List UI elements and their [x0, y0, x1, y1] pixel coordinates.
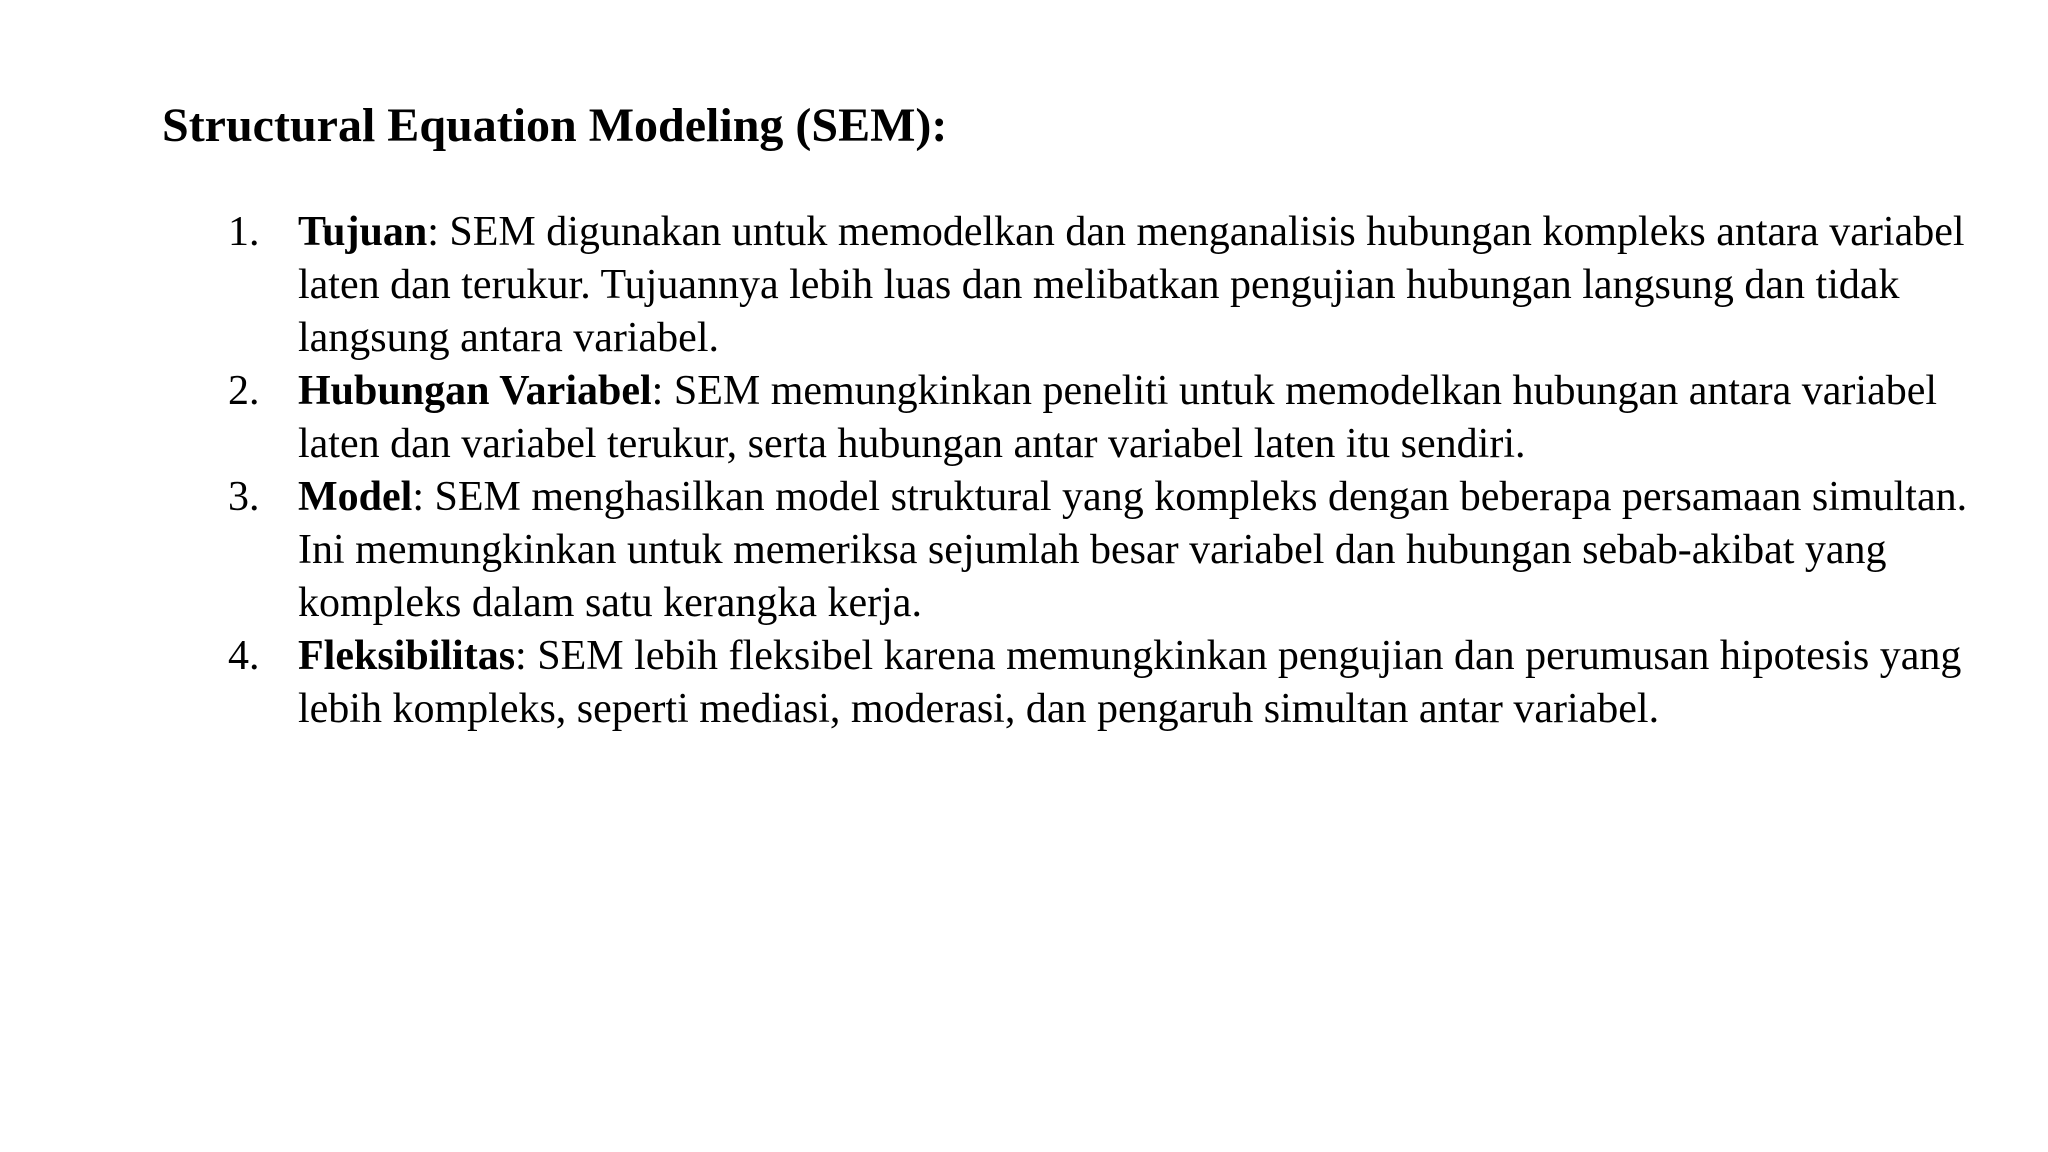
list-number: 3. [228, 474, 260, 520]
list-text: : SEM menghasilkan model struktural yang kompleks dengan beberapa persamaan simultan. Ini memungkinkan untuk memeriksa sejumlah besar variabel dan hubungan sebab-akibat yang kompleks dalam satu kerangka kerja. [298, 474, 1968, 626]
list-term: Tujuan [298, 209, 428, 255]
slide-title: Structural Equation Modeling (SEM): [162, 99, 948, 152]
list-text: : SEM memungkinkan peneliti untuk memodelkan hubungan antara variabel laten dan variabel terukur, serta hubungan antar variabel laten itu sendiri. [298, 368, 1938, 467]
list-term: Model [298, 474, 413, 520]
numbered-list [228, 206, 1988, 736]
list-item [228, 365, 1988, 471]
list-number: 4. [228, 633, 260, 679]
list-term: Hubungan Variabel [298, 368, 652, 414]
list-number: 2. [228, 368, 260, 414]
list-text: : SEM digunakan untuk memodelkan dan menganalisis hubungan kompleks antara variabel laten dan terukur. Tujuannya lebih luas dan melibatkan pengujian hubungan langsung dan tidak langsung antara variabel. [298, 209, 1965, 361]
list-text: : SEM lebih fleksibel karena memungkinkan pengujian dan perumusan hipotesis yang lebih kompleks, seperti mediasi, moderasi, dan pengaruh simultan antar variabel. [298, 633, 1962, 732]
list-term: Fleksibilitas [298, 633, 516, 679]
list-item [228, 471, 1988, 630]
list-number: 1. [228, 209, 260, 255]
list-item [228, 206, 1988, 365]
list-item [228, 630, 1988, 736]
